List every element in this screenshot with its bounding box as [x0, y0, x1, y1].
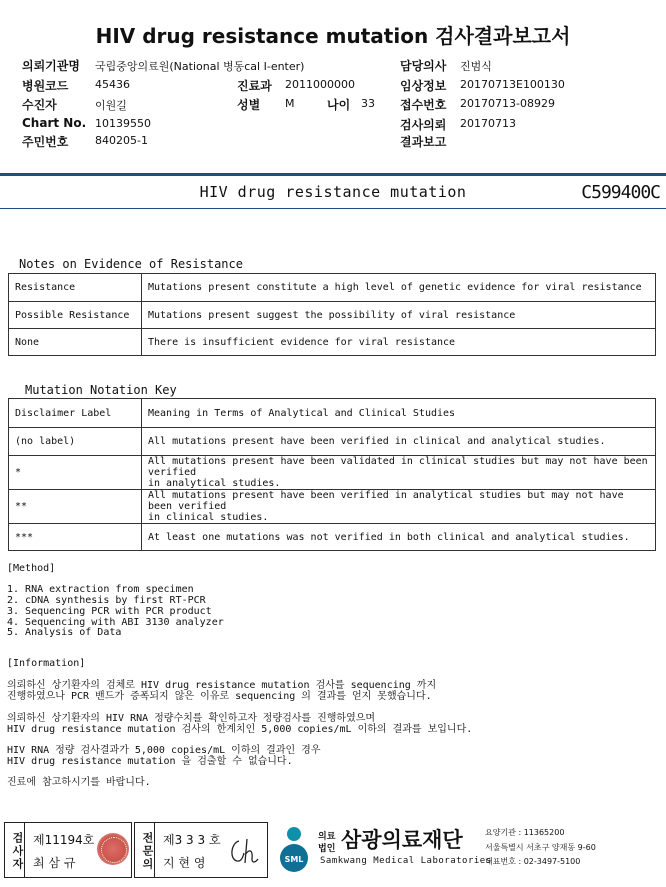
info-key: 검사의뢰 — [400, 118, 447, 132]
information-line: HIV drug resistance mutation 을 검출할 수 없습니다. — [7, 756, 293, 767]
table-row — [9, 456, 656, 490]
key-table — [8, 398, 656, 551]
notes-label: None — [9, 329, 142, 356]
table-row — [9, 302, 656, 329]
org-type-2: 법인 — [318, 844, 336, 854]
info-value: 10139550 — [95, 117, 151, 130]
info-key: 결과보고 — [400, 135, 447, 149]
info-key: 담당의사 — [400, 59, 447, 73]
info-key: 나이 — [327, 98, 351, 112]
info-key: Chart No. — [22, 116, 87, 130]
key-text: At least one mutations was not verified in both clinical and analytical studies. — [142, 524, 656, 551]
table-row — [9, 524, 656, 551]
key-heading: Mutation Notation Key — [25, 383, 177, 397]
info-value: 20170713 — [460, 117, 516, 130]
inspector-label: 검사자 — [5, 823, 25, 877]
report-band-bottom-rule — [0, 208, 666, 209]
key-label: * — [9, 456, 142, 490]
information-line: 의뢰하신 상기환자의 검체로 HIV drug resistance mutation 검사를 sequencing 까지 — [7, 680, 437, 691]
org-name: 삼광의료재단 — [341, 828, 463, 852]
agency-no: 요양기관 : 11365200 — [485, 828, 565, 837]
report-title: HIV drug resistance mutation — [199, 183, 467, 201]
notes-text: Mutations present suggest the possibility of viral resistance — [142, 302, 656, 329]
info-value: 33 — [361, 97, 375, 110]
info-value: 진범식 — [460, 60, 492, 73]
org-address: 서울특별시 서초구 양재동 9-60 — [485, 843, 596, 852]
table-row — [9, 428, 656, 456]
notes-heading: Notes on Evidence of Resistance — [19, 257, 243, 271]
information-line: 진행하였으나 PCR 밴드가 증폭되지 않은 이유로 sequencing 의 결과를 얻지 못했습니다. — [7, 691, 432, 702]
info-key: 의뢰기관명 — [22, 59, 80, 73]
table-row — [9, 329, 656, 356]
method-item: 4. Sequencing with ABI 3130 analyzer — [7, 617, 224, 628]
svg-text:SML: SML — [284, 855, 304, 864]
method-item: 5. Analysis of Data — [7, 627, 122, 638]
org-name-en: Samkwang Medical Laboratories — [320, 856, 492, 866]
method-item: 3. Sequencing PCR with PCR product — [7, 606, 212, 617]
key-label: ** — [9, 490, 142, 524]
table-row — [9, 274, 656, 302]
information-line: 의뢰하신 상기환자의 HIV RNA 정량수치를 확인하고자 정량검사를 진행하였으며 — [7, 713, 376, 724]
key-label: Disclaimer Label — [9, 399, 142, 428]
info-value: 45436 — [95, 78, 130, 91]
org-type-1: 의료 — [318, 832, 336, 842]
information-line: 진료에 참고하시기를 바랍니다. — [7, 777, 151, 788]
notes-label: Resistance — [9, 274, 142, 302]
signature-icon — [225, 833, 261, 869]
method-item: 2. cDNA synthesis by first RT-PCR — [7, 595, 206, 606]
key-text: All mutations present have been verified in clinical and analytical studies. — [142, 428, 656, 456]
info-value: 이원길 — [95, 99, 127, 112]
table-row — [9, 490, 656, 524]
information-line: HIV RNA 정량 검사결과가 5,000 copies/mL 이하의 결과인 경우 — [7, 745, 321, 756]
notes-text: There is insufficient evidence for viral resistance — [142, 329, 656, 356]
key-text: Meaning in Terms of Analytical and Clinical Studies — [142, 399, 656, 428]
specialist-name: 지 현 영 — [163, 856, 206, 870]
info-value: 2011000000 — [285, 78, 355, 91]
information-heading: [Information] — [7, 658, 86, 669]
info-key: 성별 — [237, 98, 261, 112]
notes-label: Possible Resistance — [9, 302, 142, 329]
sml-logo-icon — [274, 824, 314, 874]
info-value: 20170713-08929 — [460, 97, 555, 110]
key-text: All mutations present have been verified in analytical studies but may not have been verified in clinical studies. — [142, 490, 656, 524]
footer — [0, 822, 666, 878]
report-band-top-rule — [0, 173, 666, 176]
key-label: (no label) — [9, 428, 142, 456]
method-item: 1. RNA extraction from specimen — [7, 584, 194, 595]
inspector-name: 최 삼 규 — [33, 856, 76, 870]
table-row — [9, 399, 656, 428]
info-value: 국립중앙의료원(National 병동cal I-enter) — [95, 60, 305, 73]
report-code: C599400C — [581, 182, 660, 203]
info-value: M — [285, 97, 295, 110]
information-line: HIV drug resistance mutation 검사의 한계치인 5,000 copies/mL 이하의 결과를 보입니다. — [7, 724, 473, 735]
info-key: 병원코드 — [22, 79, 69, 93]
info-value: 20170713E100130 — [460, 78, 565, 91]
method-heading: [Method] — [7, 563, 56, 574]
org-phone: 대표번호 : 02-3497-5100 — [485, 857, 581, 866]
info-key: 임상정보 — [400, 79, 447, 93]
notes-text: Mutations present constitute a high level of genetic evidence for viral resistance — [142, 274, 656, 302]
key-text: All mutations present have been validated in clinical studies but may not have been verified in analytical studies. — [142, 456, 656, 490]
seal-stamp-icon — [97, 833, 129, 865]
specialist-box — [134, 822, 268, 878]
info-key: 주민번호 — [22, 135, 69, 149]
info-key: 수진자 — [22, 98, 57, 112]
info-key: 진료과 — [237, 79, 272, 93]
specialist-license-no: 제3 3 3 호 — [163, 833, 221, 847]
specialist-label: 전문의 — [135, 823, 155, 877]
document-title: HIV drug resistance mutation 검사결과보고서 — [95, 24, 571, 48]
info-key: 접수번호 — [400, 98, 447, 112]
inspector-box — [4, 822, 132, 878]
info-value: 840205-1 — [95, 134, 148, 147]
inspector-license-no: 제11194호 — [33, 833, 95, 847]
key-label: *** — [9, 524, 142, 551]
notes-table — [8, 273, 656, 356]
